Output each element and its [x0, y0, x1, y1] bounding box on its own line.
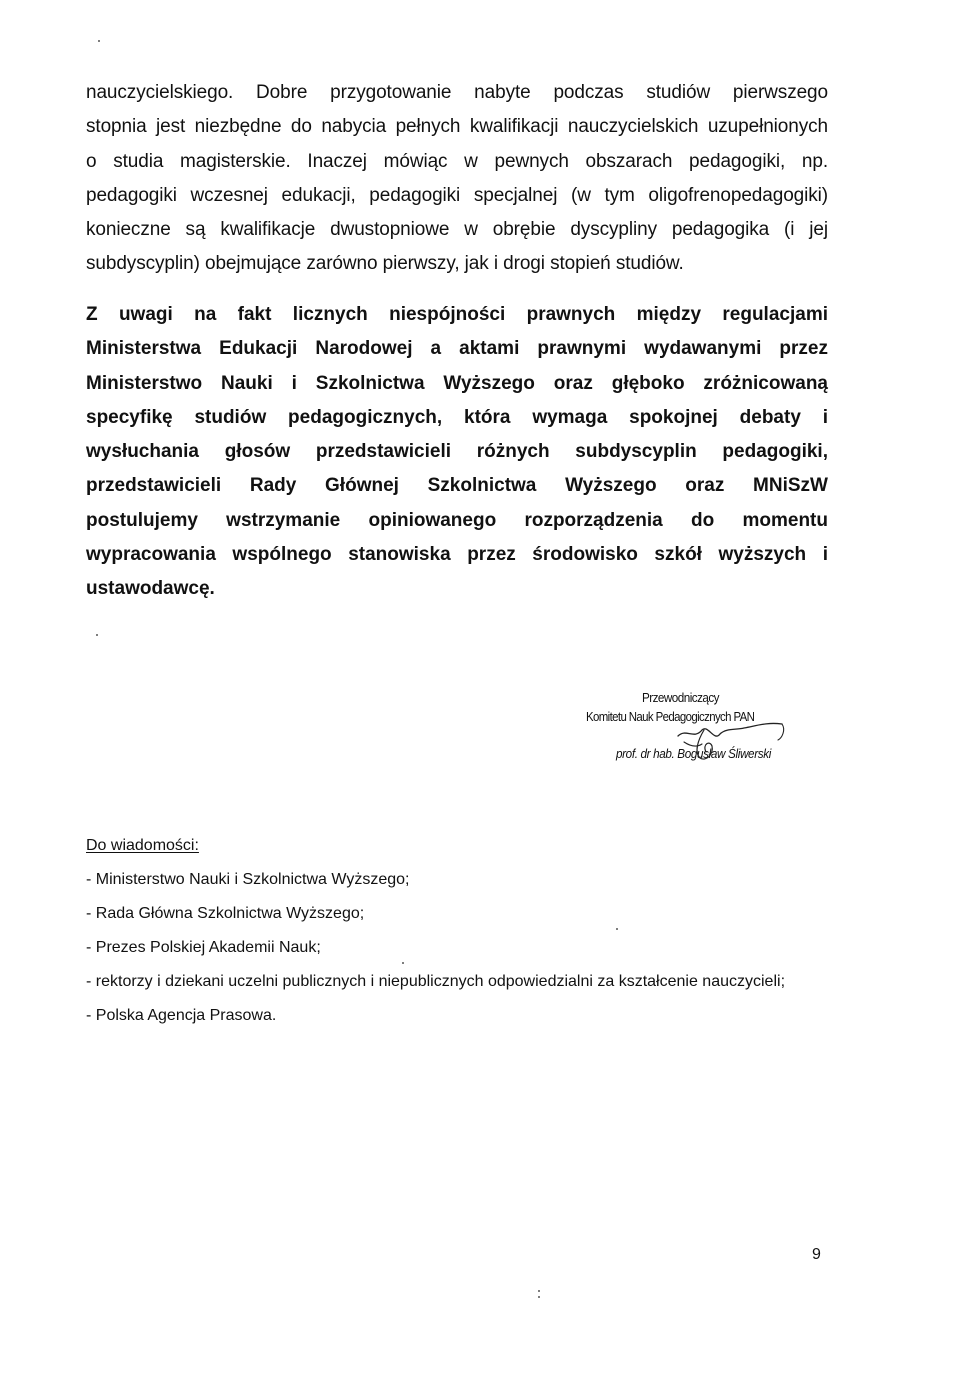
- text-line: konieczne są kwalifikacje dwustopniowe w obrębie dyscypliny pedagogika (i jej: [86, 219, 828, 241]
- text-line: subdyscyplin) obejmujące zarówno pierwszy, jak i drogi stopień studiów.: [86, 253, 684, 275]
- text-line: o studia magisterskie. Inaczej mówiąc w pewnych obszarach pedagogiki, np.: [86, 150, 828, 172]
- scan-speck: [538, 1290, 540, 1292]
- recipients-section: [86, 836, 846, 1040]
- text-line: specyfikę studiów pedagogicznych, która wymaga spokojnej debaty i: [86, 406, 828, 428]
- list-item: - Prezes Polskiej Akademii Nauk;: [86, 939, 321, 956]
- list-item: - rektorzy i dziekani uczelni publicznych i niepublicznych odpowiedzialni za kształcenie nauczycieli;: [86, 973, 786, 990]
- text-line: nauczycielskiego. Dobre przygotowanie nabyte podczas studiów pierwszego: [86, 82, 828, 103]
- text-line: stopnia jest niezbędne do nabycia pełnych kwalifikacji nauczycielskich uzupełnionych: [86, 116, 828, 138]
- text-line: Ministerstwo Nauki i Szkolnictwa Wyższego oraz głęboko zróżnicowaną: [86, 372, 828, 394]
- body-paragraph-2-bold: [86, 298, 828, 607]
- text-line: postulujemy wstrzymanie opiniowanego rozporządzenia do momentu: [86, 509, 828, 531]
- list-item: - Ministerstwo Nauki i Szkolnictwa Wyższego;: [86, 871, 410, 888]
- text-line: wysłuchania głosów przedstawicieli różnych subdyscyplin pedagogiki,: [86, 441, 828, 463]
- scan-speck: [402, 962, 404, 964]
- text-line: Ministerstwa Edukacji Narodowej a aktami prawnymi wydawanymi przez: [86, 338, 828, 360]
- scan-speck: [96, 634, 98, 636]
- signature-title: Przewodniczący: [642, 690, 719, 705]
- text-line: wypracowania wspólnego stanowiska przez środowisko szkół wyższych i: [86, 544, 828, 566]
- body-paragraph-1: [86, 76, 828, 282]
- recipients-heading: Do wiadomości:: [86, 837, 199, 854]
- text-line: Z uwagi na fakt licznych niespójności prawnych między regulacjami: [86, 304, 828, 325]
- recipients-list: [86, 870, 846, 1026]
- page-number: 9: [812, 1246, 821, 1263]
- text-line: pedagogiki wczesnej edukacji, pedagogiki specjalnej (w tym oligofrenopedagogiki): [86, 184, 828, 206]
- list-item: - Polska Agencja Prasowa.: [86, 1007, 277, 1024]
- signature-stamp: [586, 690, 826, 780]
- text-line: przedstawicieli Rady Głównej Szkolnictwa Wyższego oraz MNiSzW: [86, 475, 828, 497]
- signature-name: prof. dr hab. Bogusław Śliwerski: [616, 746, 771, 761]
- scan-speck: [98, 40, 100, 42]
- scan-speck: [538, 1296, 540, 1298]
- scan-speck: [616, 928, 618, 930]
- text-line: ustawodawcę.: [86, 578, 215, 600]
- list-item: - Rada Główna Szkolnictwa Wyższego;: [86, 905, 365, 922]
- signature-committee: Komitetu Nauk Pedagogicznych PAN: [586, 709, 755, 724]
